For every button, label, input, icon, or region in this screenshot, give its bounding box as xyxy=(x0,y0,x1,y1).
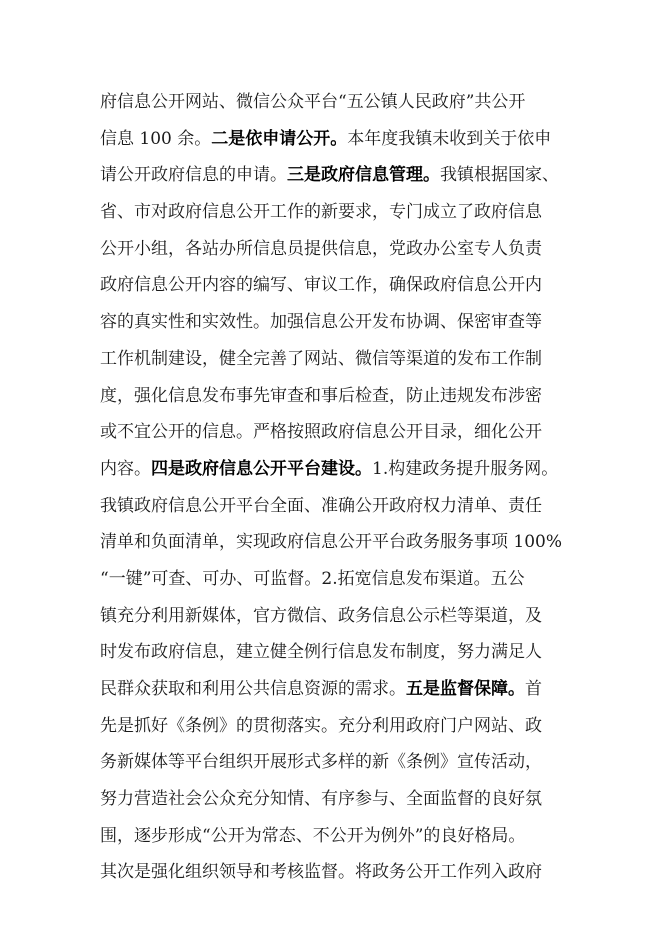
text-run: 公开小组，各站办所信息员提供信息，党政办公室专人负责 xyxy=(100,238,542,259)
text-run: 省、市对政府信息公开工作的新要求，专门成立了政府信息 xyxy=(100,202,542,223)
text-run: 努力营造社会公众充分知情、有序参与、全面监督的良好氛 xyxy=(100,789,542,810)
text-line xyxy=(100,524,580,561)
text-run: 围，逐步形成“公开为常态、不公开为例外”的良好格局。 xyxy=(100,825,526,846)
text-line xyxy=(100,744,580,781)
text-run: 或不宜公开的信息。严格按照政府信息公开目录，细化公开 xyxy=(100,422,542,443)
bold-heading-run: 五是监督保障。 xyxy=(406,679,525,699)
text-line xyxy=(100,598,580,635)
text-run: “一键”可查、可办、可监督。2.拓宽信息发布渠道。五公 xyxy=(100,568,525,589)
text-run: 内容。 xyxy=(100,458,151,479)
text-line xyxy=(100,818,580,855)
text-line xyxy=(100,488,580,525)
text-line xyxy=(100,781,580,818)
text-run: 时发布政府信息，建立健全例行信息发布制度，努力满足人 xyxy=(100,642,542,663)
text-line xyxy=(100,634,580,671)
text-line xyxy=(100,671,580,708)
text-run: 本年度我镇未收到关于依申 xyxy=(347,128,552,149)
text-line xyxy=(100,341,580,378)
bold-heading-run: 二是依申请公开。 xyxy=(211,128,348,149)
text-run: 信息 100 余。 xyxy=(100,128,212,149)
text-run: 容的真实性和实效性。加强信息公开发布协调、保密审查等 xyxy=(100,312,542,333)
text-line xyxy=(100,561,580,598)
text-line xyxy=(100,121,580,158)
text-run: 1.构建政务提升服务网。 xyxy=(372,458,559,479)
text-run: 政府信息公开内容的编写、审议工作，确保政府信息公开内 xyxy=(100,275,542,296)
text-line xyxy=(100,267,580,304)
text-run: 镇充分利用新媒体，官方微信、政务信息公示栏等渠道，及 xyxy=(100,605,542,626)
text-run: 府信息公开网站、微信公众平台“五公镇人民政府”共公开 xyxy=(100,92,526,112)
text-run: 先是抓好《条例》的贯彻落实。充分利用政府门户网站、政 xyxy=(100,715,542,736)
body-text xyxy=(100,84,580,891)
text-line xyxy=(100,708,580,745)
text-run: 工作机制建设，健全完善了网站、微信等渠道的发布工作制 xyxy=(100,348,542,369)
bold-heading-run: 三是政府信息管理。 xyxy=(287,165,440,186)
text-line xyxy=(100,194,580,231)
text-line xyxy=(100,451,580,488)
text-run: 首 xyxy=(525,679,542,699)
text-line xyxy=(100,157,580,194)
text-line xyxy=(100,84,580,121)
text-line xyxy=(100,304,580,341)
text-run: 务新媒体等平台组织开展形式多样的新《条例》宣传活动， xyxy=(100,752,542,773)
text-run: 民群众获取和利用公共信息资源的需求。 xyxy=(100,679,406,699)
bold-heading-run: 四是政府信息公开平台建设。 xyxy=(151,458,372,479)
text-run: 其次是强化组织领导和考核监督。将政务公开工作列入政府 xyxy=(100,862,542,883)
text-line xyxy=(100,231,580,268)
text-run: 我镇根据国家、 xyxy=(440,165,559,186)
text-line xyxy=(100,414,580,451)
text-run: 清单和负面清单，实现政府信息公开平台政务服务事项 100% xyxy=(100,532,563,553)
text-line xyxy=(100,854,580,891)
text-run: 请公开政府信息的申请。 xyxy=(100,165,287,186)
text-line xyxy=(100,378,580,415)
text-run: 度，强化信息发布事先审查和事后检查，防止违规发布涉密 xyxy=(100,385,542,406)
text-run: 我镇政府信息公开平台全面、准确公开政府权力清单、责任 xyxy=(100,495,542,516)
